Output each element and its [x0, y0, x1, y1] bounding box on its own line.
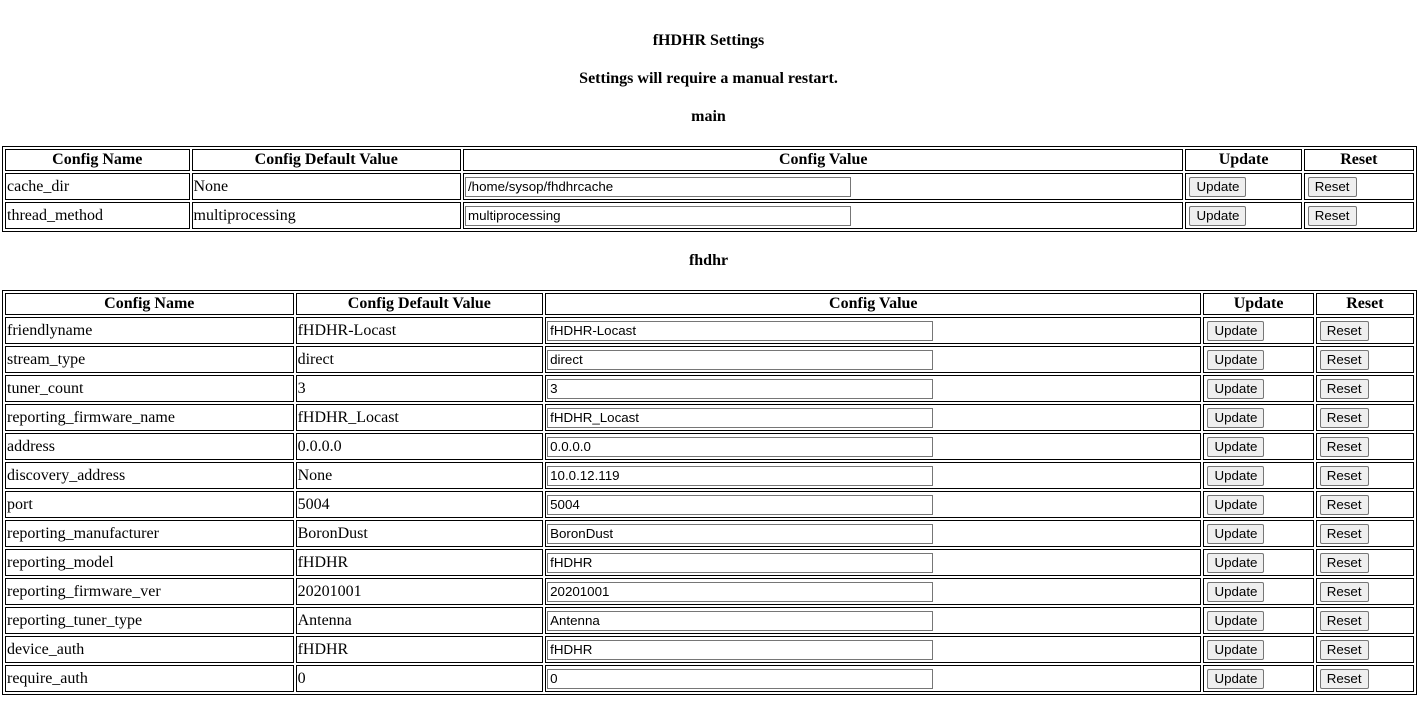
column-header-update: Update: [1203, 293, 1313, 315]
config-row-thread_method: [5, 202, 1414, 229]
config-value-input-reporting_tuner_type[interactable]: [547, 611, 933, 631]
config-default-value-cell: 3: [296, 375, 544, 402]
config-row-cache_dir: [5, 173, 1414, 200]
update-cell: [1203, 665, 1313, 692]
update-cell: [1203, 636, 1313, 663]
config-name-cell: friendlyname: [5, 317, 294, 344]
update-cell: [1203, 433, 1313, 460]
config-row-reporting_firmware_ver: [5, 578, 1414, 605]
update-cell: [1203, 375, 1313, 402]
reset-cell: [1316, 433, 1414, 460]
config-name-cell: tuner_count: [5, 375, 294, 402]
config-name-cell: require_auth: [5, 665, 294, 692]
reset-button-port[interactable]: Reset: [1320, 495, 1369, 515]
update-button-port[interactable]: Update: [1207, 495, 1264, 515]
config-value-cell: [545, 317, 1201, 344]
config-default-value-cell: 0.0.0.0: [296, 433, 544, 460]
config-value-input-reporting_firmware_name[interactable]: [547, 408, 933, 428]
update-cell: [1203, 317, 1313, 344]
reset-cell: [1304, 202, 1414, 229]
reset-cell: [1316, 665, 1414, 692]
config-table-main: [2, 146, 1417, 232]
config-name-cell: port: [5, 491, 294, 518]
reset-cell: [1316, 317, 1414, 344]
config-value-input-address[interactable]: [547, 437, 933, 457]
reset-button-reporting_manufacturer[interactable]: Reset: [1320, 524, 1369, 544]
config-default-value-cell: 20201001: [296, 578, 544, 605]
config-value-cell: [545, 375, 1201, 402]
update-button-thread_method[interactable]: Update: [1189, 206, 1246, 226]
update-button-reporting_firmware_name[interactable]: Update: [1207, 408, 1264, 428]
config-value-input-cache_dir[interactable]: [465, 177, 851, 197]
update-cell: [1203, 462, 1313, 489]
config-value-input-thread_method[interactable]: [465, 206, 851, 226]
update-cell: [1203, 578, 1313, 605]
config-default-value-cell: fHDHR: [296, 549, 544, 576]
config-value-cell: [545, 578, 1201, 605]
header-row: [5, 149, 1414, 171]
reset-button-reporting_model[interactable]: Reset: [1320, 553, 1369, 573]
reset-button-tuner_count[interactable]: Reset: [1320, 379, 1369, 399]
config-name-cell: reporting_firmware_ver: [5, 578, 294, 605]
config-name-cell: reporting_model: [5, 549, 294, 576]
section-title-main: main: [691, 108, 726, 125]
config-row-port: [5, 491, 1414, 518]
update-button-reporting_model[interactable]: Update: [1207, 553, 1264, 573]
config-row-friendlyname: [5, 317, 1414, 344]
config-default-value-cell: None: [296, 462, 544, 489]
reset-button-friendlyname[interactable]: Reset: [1320, 321, 1369, 341]
reset-button-thread_method[interactable]: Reset: [1308, 206, 1357, 226]
header-row: [5, 293, 1414, 315]
reset-cell: [1316, 375, 1414, 402]
reset-cell: [1316, 607, 1414, 634]
column-header-config-name: Config Name: [5, 293, 294, 315]
config-name-cell: reporting_tuner_type: [5, 607, 294, 634]
page-subtitle: Settings will require a manual restart.: [579, 70, 838, 87]
section-title-fhdhr: fhdhr: [688, 252, 729, 269]
config-default-value-cell: 0: [296, 665, 544, 692]
reset-cell: [1316, 636, 1414, 663]
column-header-config-value: Config Value: [463, 149, 1184, 171]
update-button-stream_type[interactable]: Update: [1207, 350, 1264, 370]
update-button-require_auth[interactable]: Update: [1207, 669, 1264, 689]
config-value-cell: [463, 173, 1184, 200]
config-default-value-cell: multiprocessing: [192, 202, 461, 229]
config-value-cell: [463, 202, 1184, 229]
config-name-cell: thread_method: [5, 202, 190, 229]
config-value-input-reporting_firmware_ver[interactable]: [547, 582, 933, 602]
update-cell: [1203, 346, 1313, 373]
config-name-cell: device_auth: [5, 636, 294, 663]
config-name-cell: discovery_address: [5, 462, 294, 489]
config-value-input-stream_type[interactable]: [547, 350, 933, 370]
config-name-cell: reporting_manufacturer: [5, 520, 294, 547]
update-button-discovery_address[interactable]: Update: [1207, 466, 1264, 486]
update-button-address[interactable]: Update: [1207, 437, 1264, 457]
update-cell: [1203, 549, 1313, 576]
update-button-cache_dir[interactable]: Update: [1189, 177, 1246, 197]
column-header-config-value: Config Value: [545, 293, 1201, 315]
config-row-reporting_tuner_type: [5, 607, 1414, 634]
config-default-value-cell: direct: [296, 346, 544, 373]
update-button-tuner_count[interactable]: Update: [1207, 379, 1264, 399]
config-row-reporting_manufacturer: [5, 520, 1414, 547]
update-button-reporting_manufacturer[interactable]: Update: [1207, 524, 1264, 544]
config-name-cell: address: [5, 433, 294, 460]
column-header-reset: Reset: [1304, 149, 1414, 171]
update-cell: [1203, 491, 1313, 518]
update-cell: [1185, 173, 1301, 200]
config-row-require_auth: [5, 665, 1414, 692]
reset-button-discovery_address[interactable]: Reset: [1320, 466, 1369, 486]
config-value-input-discovery_address[interactable]: [547, 466, 933, 486]
config-value-cell: [545, 549, 1201, 576]
update-cell: [1203, 404, 1313, 431]
config-row-tuner_count: [5, 375, 1414, 402]
reset-cell: [1316, 578, 1414, 605]
column-header-reset: Reset: [1316, 293, 1414, 315]
config-value-cell: [545, 462, 1201, 489]
column-header-config-default-value: Config Default Value: [192, 149, 461, 171]
reset-cell: [1316, 404, 1414, 431]
config-row-reporting_model: [5, 549, 1414, 576]
config-value-cell: [545, 520, 1201, 547]
config-row-address: [5, 433, 1414, 460]
config-row-stream_type: [5, 346, 1414, 373]
update-button-reporting_tuner_type[interactable]: Update: [1207, 611, 1264, 631]
reset-cell: [1316, 346, 1414, 373]
update-button-device_auth[interactable]: Update: [1207, 640, 1264, 660]
config-default-value-cell: fHDHR: [296, 636, 544, 663]
update-cell: [1203, 520, 1313, 547]
reset-cell: [1304, 173, 1414, 200]
config-value-input-device_auth[interactable]: [547, 640, 933, 660]
config-value-input-friendlyname[interactable]: [547, 321, 933, 341]
config-default-value-cell: fHDHR_Locast: [296, 404, 544, 431]
reset-button-reporting_firmware_ver[interactable]: Reset: [1320, 582, 1369, 602]
reset-button-device_auth[interactable]: Reset: [1320, 640, 1369, 660]
config-default-value-cell: None: [192, 173, 461, 200]
column-header-config-default-value: Config Default Value: [296, 293, 544, 315]
config-value-cell: [545, 346, 1201, 373]
config-name-cell: cache_dir: [5, 173, 190, 200]
config-value-input-tuner_count[interactable]: [547, 379, 933, 399]
config-name-cell: stream_type: [5, 346, 294, 373]
config-value-cell: [545, 636, 1201, 663]
config-default-value-cell: fHDHR-Locast: [296, 317, 544, 344]
reset-button-cache_dir[interactable]: Reset: [1308, 177, 1357, 197]
config-default-value-cell: BoronDust: [296, 520, 544, 547]
reset-button-reporting_firmware_name[interactable]: Reset: [1320, 408, 1369, 428]
config-row-reporting_firmware_name: [5, 404, 1414, 431]
config-default-value-cell: 5004: [296, 491, 544, 518]
config-default-value-cell: Antenna: [296, 607, 544, 634]
config-table-fhdhr: [2, 290, 1417, 695]
reset-button-address[interactable]: Reset: [1320, 437, 1369, 457]
reset-cell: [1316, 549, 1414, 576]
config-row-discovery_address: [5, 462, 1414, 489]
config-value-cell: [545, 665, 1201, 692]
config-row-device_auth: [5, 636, 1414, 663]
reset-button-require_auth[interactable]: Reset: [1320, 669, 1369, 689]
update-cell: [1185, 202, 1301, 229]
update-button-reporting_firmware_ver[interactable]: Update: [1207, 582, 1264, 602]
config-name-cell: reporting_firmware_name: [5, 404, 294, 431]
reset-cell: [1316, 462, 1414, 489]
config-value-input-require_auth[interactable]: [547, 669, 933, 689]
config-value-cell: [545, 404, 1201, 431]
update-button-friendlyname[interactable]: Update: [1207, 321, 1264, 341]
reset-button-stream_type[interactable]: Reset: [1320, 350, 1369, 370]
config-sections: [2, 108, 1415, 695]
config-value-input-reporting_model[interactable]: [547, 553, 933, 573]
page-title: fHDHR Settings: [652, 32, 765, 49]
column-header-update: Update: [1185, 149, 1301, 171]
config-value-input-reporting_manufacturer[interactable]: [547, 524, 933, 544]
reset-button-reporting_tuner_type[interactable]: Reset: [1320, 611, 1369, 631]
config-value-cell: [545, 607, 1201, 634]
config-value-cell: [545, 491, 1201, 518]
update-cell: [1203, 607, 1313, 634]
config-value-cell: [545, 433, 1201, 460]
column-header-config-name: Config Name: [5, 149, 190, 171]
reset-cell: [1316, 520, 1414, 547]
config-value-input-port[interactable]: [547, 495, 933, 515]
reset-cell: [1316, 491, 1414, 518]
